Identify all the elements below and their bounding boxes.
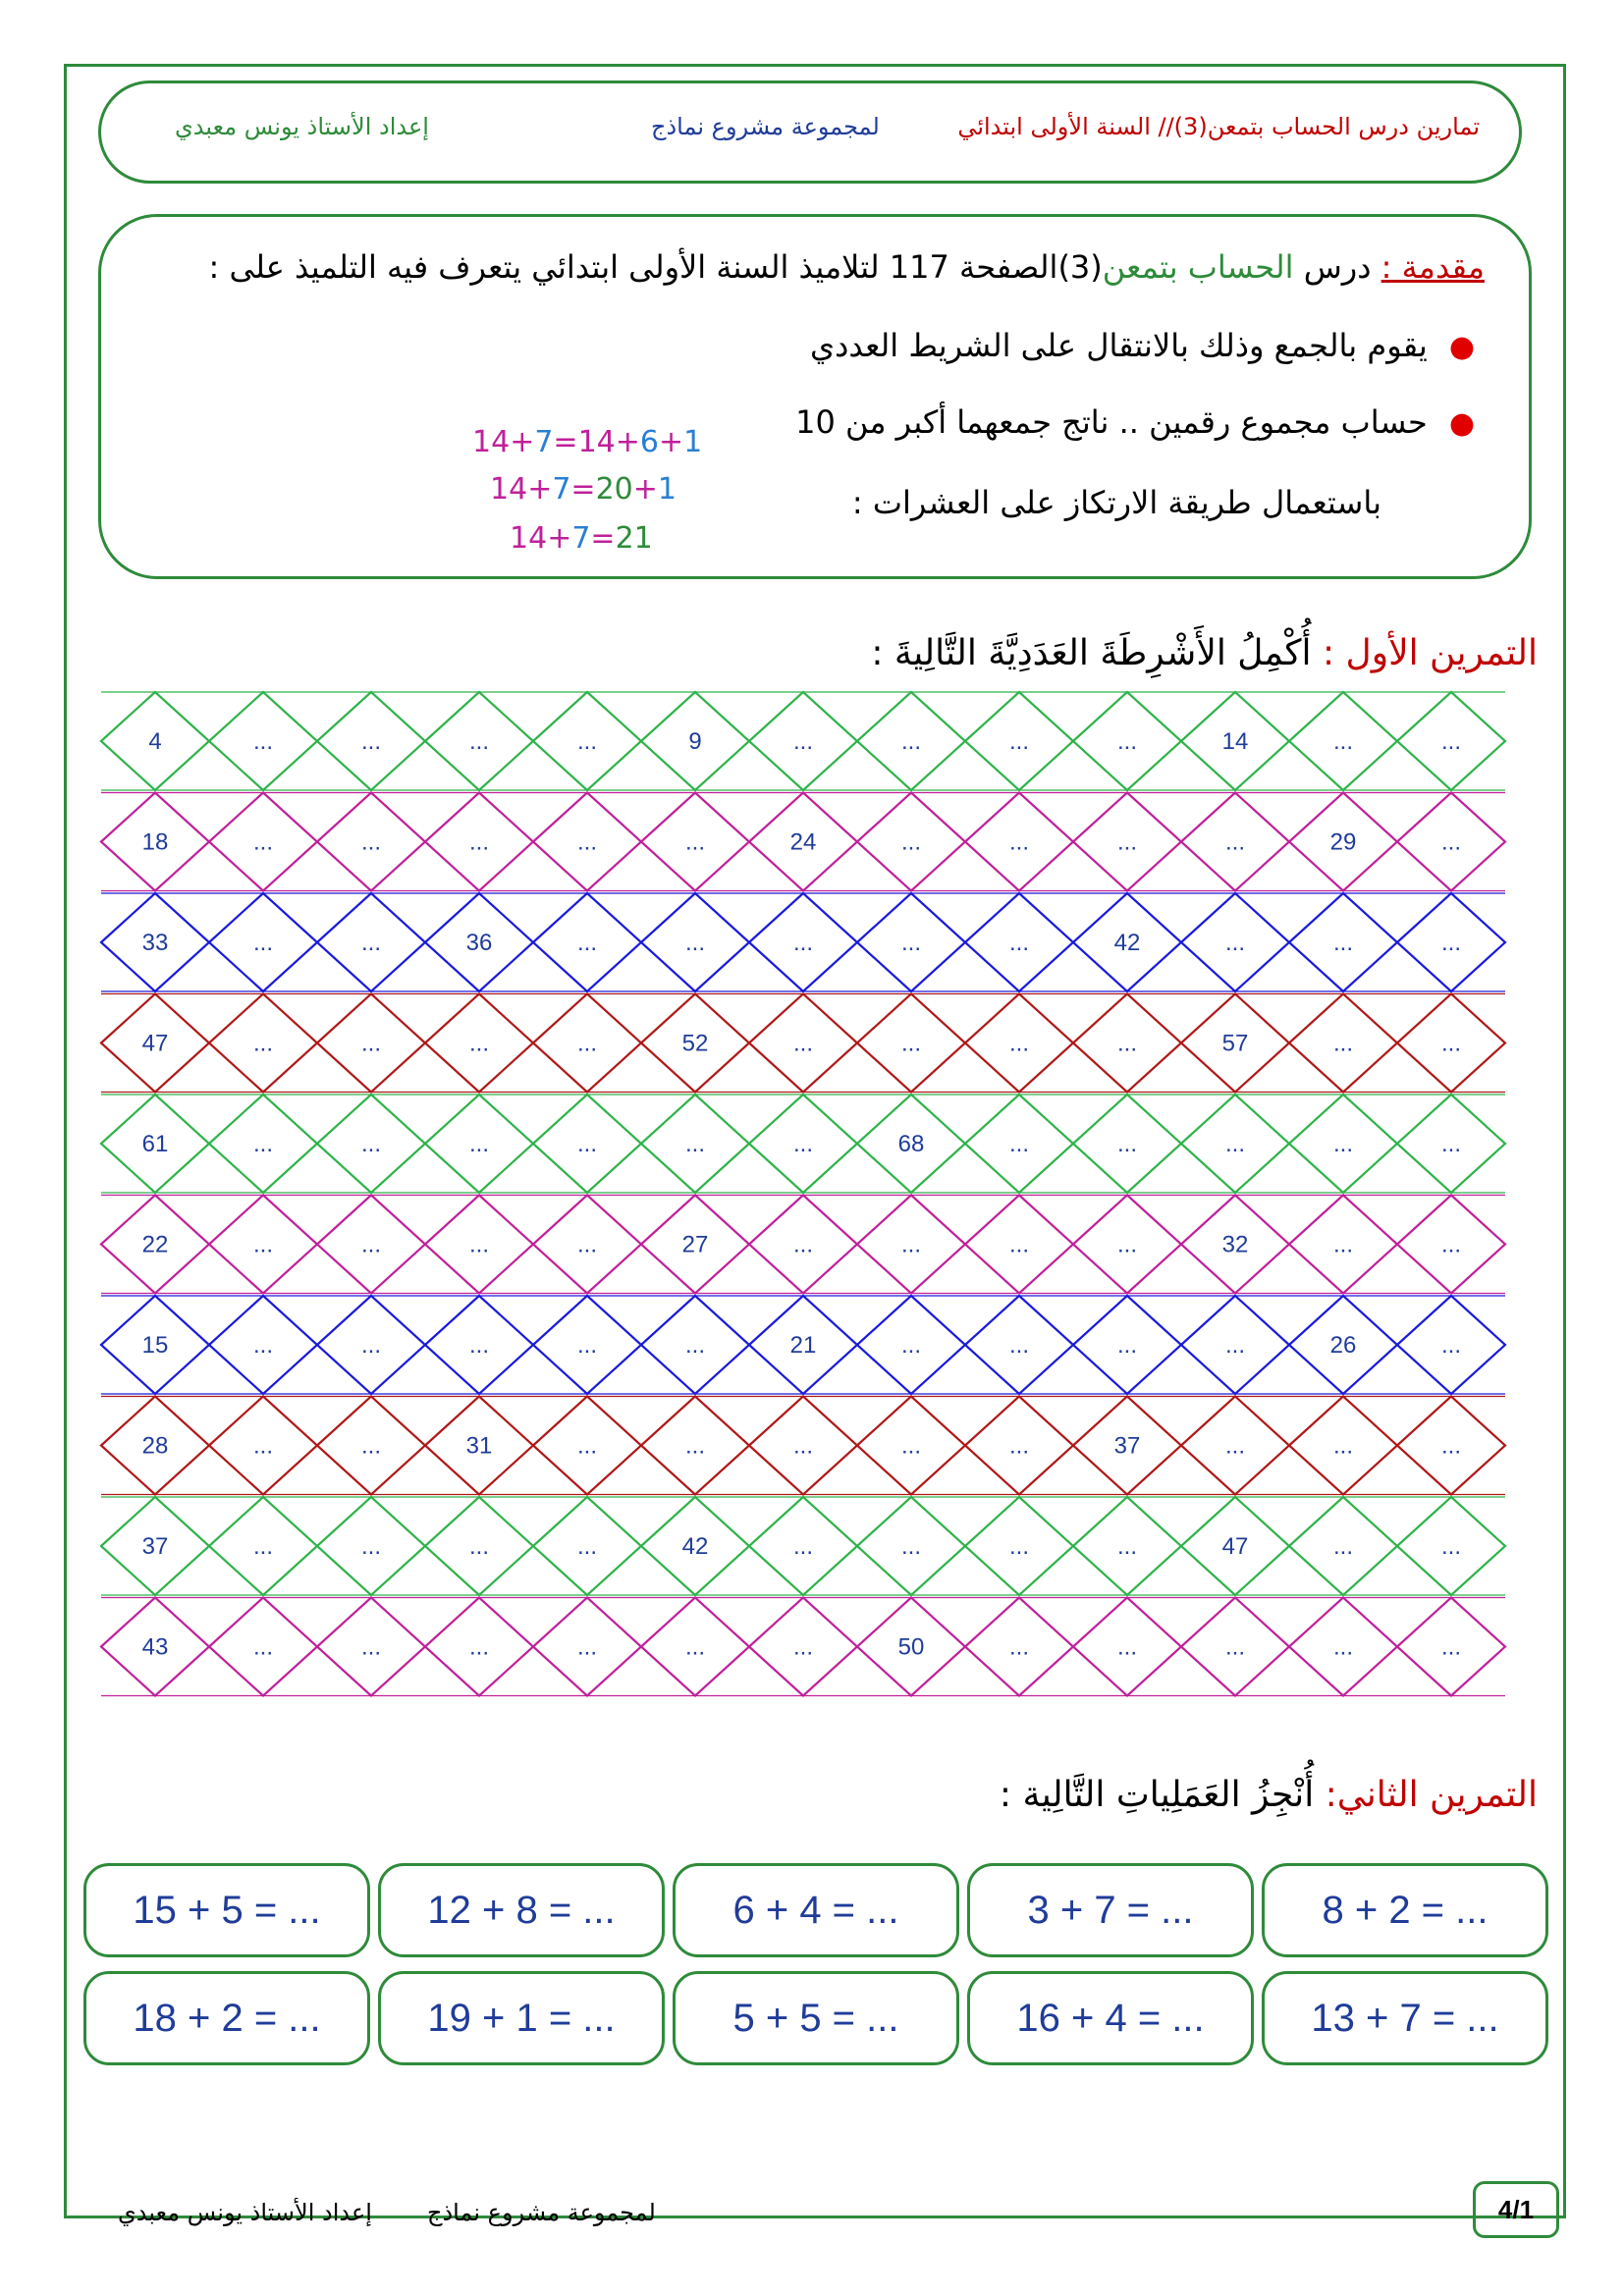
blank-value[interactable]: ...: [792, 1131, 814, 1157]
given-value: 14: [1221, 728, 1249, 755]
equation-token: =: [570, 472, 596, 507]
blank-value[interactable]: ...: [900, 1533, 922, 1560]
blank-value[interactable]: ...: [468, 1131, 490, 1157]
blank-value[interactable]: ...: [1440, 1030, 1462, 1057]
blank-value[interactable]: ...: [1116, 1533, 1138, 1560]
given-value: 22: [141, 1231, 169, 1258]
blank-value[interactable]: ...: [1440, 1633, 1462, 1661]
blank-value[interactable]: ...: [360, 1131, 382, 1157]
blank-value[interactable]: ...: [792, 728, 814, 755]
equation-token: 14: [490, 472, 528, 507]
given-value: 15: [141, 1332, 169, 1359]
operation-box[interactable]: 5 + 5 = ...: [673, 1971, 959, 2065]
worksheet-title: تمارين درس الحساب بتمعن(3)// السنة الأولى ابتدائي: [957, 113, 1480, 140]
blank-value[interactable]: ...: [1116, 728, 1138, 755]
given-value: 32: [1221, 1231, 1249, 1258]
blank-value[interactable]: ...: [684, 930, 706, 956]
blank-value[interactable]: ...: [792, 930, 814, 956]
given-value: 9: [688, 728, 702, 755]
given-value: 33: [141, 930, 169, 956]
bullet-1-text: يقوم بالجمع وذلك بالانتقال على الشريط العددي: [810, 327, 1428, 364]
bullet-dot-icon: ●: [1448, 406, 1475, 441]
blank-value[interactable]: ...: [360, 1633, 382, 1661]
blank-value[interactable]: ...: [1224, 828, 1246, 856]
blank-value[interactable]: ...: [576, 1332, 598, 1359]
operation-box[interactable]: 12 + 8 = ...: [378, 1863, 665, 1957]
blank-value[interactable]: ...: [1008, 1633, 1030, 1661]
given-value: 47: [141, 1030, 169, 1057]
blank-value[interactable]: ...: [252, 930, 274, 956]
given-value: 31: [465, 1432, 493, 1460]
equation-token: +: [615, 425, 640, 459]
blank-value[interactable]: ...: [1116, 1633, 1138, 1661]
blank-value[interactable]: ...: [1116, 1332, 1138, 1359]
given-value: 18: [141, 828, 169, 856]
equation-token: 7: [534, 425, 554, 459]
blank-value[interactable]: ...: [1440, 1231, 1462, 1258]
blank-value[interactable]: ...: [576, 1231, 598, 1258]
blank-value[interactable]: ...: [684, 1633, 706, 1661]
blank-value[interactable]: ...: [252, 1030, 274, 1057]
blank-value[interactable]: ...: [1116, 1131, 1138, 1157]
blank-value[interactable]: ...: [1224, 1432, 1246, 1460]
given-value: 61: [141, 1131, 169, 1157]
blank-value[interactable]: ...: [468, 728, 490, 755]
exercise-2-title: [1000, 1775, 1538, 1815]
equation-token: 14: [472, 425, 511, 459]
blank-value[interactable]: ...: [900, 1231, 922, 1258]
blank-value[interactable]: ...: [1008, 828, 1030, 856]
equation-token: +: [632, 472, 658, 507]
equation-token: =: [553, 425, 578, 459]
given-value: 37: [1113, 1432, 1141, 1460]
blank-value[interactable]: ...: [252, 728, 274, 755]
given-value: 47: [1221, 1533, 1249, 1560]
blank-value[interactable]: ...: [360, 1231, 382, 1258]
operation-box[interactable]: 3 + 7 = ...: [967, 1863, 1254, 1957]
operation-box[interactable]: 6 + 4 = ...: [673, 1863, 959, 1957]
blank-value[interactable]: ...: [468, 1533, 490, 1560]
exercise-1-label: التمرين الأول :: [1322, 633, 1538, 673]
blank-value[interactable]: ...: [1116, 1231, 1138, 1258]
equation-token: 6: [639, 425, 659, 459]
blank-value[interactable]: ...: [252, 1633, 274, 1661]
given-value: 37: [141, 1533, 169, 1560]
blank-value[interactable]: ...: [900, 1030, 922, 1057]
blank-value[interactable]: ...: [1332, 930, 1354, 956]
intro-label: مقدمة :: [1380, 248, 1485, 286]
given-value: 68: [897, 1131, 925, 1157]
given-value: 4: [148, 728, 162, 755]
blank-value[interactable]: ...: [252, 1131, 274, 1157]
page-number: 4/1: [1473, 2181, 1559, 2238]
blank-value[interactable]: ...: [684, 1332, 706, 1359]
blank-value[interactable]: ...: [900, 728, 922, 755]
blank-value[interactable]: ...: [360, 1030, 382, 1057]
blank-value[interactable]: ...: [1008, 1231, 1030, 1258]
intro-after: (3)الصفحة 117 لتلاميذ السنة الأولى ابتدائي يتعرف فيه التلميذ على :: [208, 248, 1103, 286]
blank-value[interactable]: ...: [792, 1030, 814, 1057]
blank-value[interactable]: ...: [1440, 828, 1462, 856]
blank-value[interactable]: ...: [1332, 1432, 1354, 1460]
blank-value[interactable]: ...: [576, 1633, 598, 1661]
intro-before: درس: [1293, 248, 1381, 286]
blank-value[interactable]: ...: [468, 1231, 490, 1258]
operation-box[interactable]: 18 + 2 = ...: [83, 1971, 370, 2065]
method-line: باستعمال طريقة الارتكاز على العشرات :: [851, 484, 1381, 521]
blank-value[interactable]: ...: [360, 1432, 382, 1460]
blank-value[interactable]: ...: [1332, 1533, 1354, 1560]
blank-value[interactable]: ...: [576, 1131, 598, 1157]
blank-value[interactable]: ...: [1440, 1533, 1462, 1560]
blank-value[interactable]: ...: [1224, 1332, 1246, 1359]
equation-token: =: [590, 521, 616, 556]
blank-value[interactable]: ...: [1332, 1231, 1354, 1258]
blank-value[interactable]: ...: [576, 1533, 598, 1560]
blank-value[interactable]: ...: [252, 828, 274, 856]
blank-value[interactable]: ...: [252, 1432, 274, 1460]
exercise-2-instruction: أُنْجِزُ العَمَلِياتِ التَّالِية :: [999, 1775, 1326, 1815]
equation-token: 1: [683, 425, 703, 459]
given-value: 42: [681, 1533, 709, 1560]
footer-author: إعداد الأستاذ يونس معبدي: [118, 2199, 372, 2226]
blank-value[interactable]: ...: [1224, 1131, 1246, 1157]
blank-value[interactable]: ...: [900, 1432, 922, 1460]
given-value: 52: [681, 1030, 709, 1057]
blank-value[interactable]: ...: [576, 828, 598, 856]
operation-box[interactable]: 15 + 5 = ...: [83, 1863, 370, 1957]
blank-value[interactable]: ...: [1008, 1332, 1030, 1359]
blank-value[interactable]: ...: [900, 930, 922, 956]
blank-value[interactable]: ...: [1116, 828, 1138, 856]
blank-value[interactable]: ...: [1332, 728, 1354, 755]
exercise-2-label: التمرين الثاني:: [1325, 1775, 1538, 1815]
author-name: إعداد الأستاذ يونس معبدي: [175, 113, 429, 140]
blank-value[interactable]: ...: [900, 828, 922, 856]
blank-value[interactable]: ...: [576, 930, 598, 956]
equation-token: 20: [595, 472, 633, 507]
group-name: لمجموعة مشروع نماذج: [651, 113, 880, 140]
given-value: 24: [789, 828, 817, 856]
blank-value[interactable]: ...: [1008, 1432, 1030, 1460]
equation-token: 7: [571, 521, 591, 556]
equation-token: 21: [615, 521, 653, 556]
blank-value[interactable]: ...: [1332, 1030, 1354, 1057]
blank-value[interactable]: ...: [576, 1030, 598, 1057]
footer-group: لمجموعة مشروع نماذج: [427, 2199, 656, 2226]
given-value: 36: [465, 930, 493, 956]
blank-value[interactable]: ...: [684, 828, 706, 856]
blank-value[interactable]: ...: [792, 1231, 814, 1258]
blank-value[interactable]: ...: [1332, 1633, 1354, 1661]
blank-value[interactable]: ...: [468, 828, 490, 856]
blank-value[interactable]: ...: [792, 1633, 814, 1661]
blank-value[interactable]: ...: [684, 1432, 706, 1460]
blank-value[interactable]: ...: [360, 728, 382, 755]
blank-value[interactable]: ...: [1440, 930, 1462, 956]
exercise-1-instruction: أُكْمِلُ الأَشْرِطَةَ العَدَدِيَّةَ التَّالِيةَ :: [871, 633, 1323, 673]
blank-value[interactable]: ...: [1224, 930, 1246, 956]
given-value: 28: [141, 1432, 169, 1460]
given-value: 29: [1329, 828, 1357, 856]
blank-value[interactable]: ...: [468, 1332, 490, 1359]
given-value: 27: [681, 1231, 709, 1258]
equation-token: +: [658, 425, 684, 459]
equation-token: 14: [510, 521, 548, 556]
equation-token: 7: [552, 472, 571, 507]
equation-token: 14: [577, 425, 616, 459]
blank-value[interactable]: ...: [1116, 1030, 1138, 1057]
equation-token: +: [547, 521, 572, 556]
given-value: 43: [141, 1633, 169, 1661]
operation-box[interactable]: 16 + 4 = ...: [967, 1971, 1254, 2065]
bullet-2-text: حساب مجموع رقمين .. ناتج جمعهما أكبر من 10: [795, 403, 1428, 441]
blank-value[interactable]: ...: [252, 1231, 274, 1258]
bullet-dot-icon: ●: [1448, 330, 1475, 364]
blank-value[interactable]: ...: [360, 1533, 382, 1560]
blank-value[interactable]: ...: [576, 1432, 598, 1460]
blank-value[interactable]: ...: [1008, 1030, 1030, 1057]
given-value: 21: [789, 1332, 817, 1359]
operation-box[interactable]: 8 + 2 = ...: [1262, 1863, 1548, 1957]
given-value: 57: [1221, 1030, 1249, 1057]
blank-value[interactable]: ...: [1008, 1131, 1030, 1157]
blank-value[interactable]: ...: [1440, 728, 1462, 755]
blank-value[interactable]: ...: [792, 1432, 814, 1460]
equation-token: 1: [657, 472, 677, 507]
blank-value[interactable]: ...: [1440, 1432, 1462, 1460]
given-value: 50: [897, 1633, 925, 1661]
blank-value[interactable]: ...: [252, 1533, 274, 1560]
blank-value[interactable]: ...: [1008, 728, 1030, 755]
operation-box[interactable]: 19 + 1 = ...: [378, 1971, 665, 2065]
blank-value[interactable]: ...: [576, 728, 598, 755]
intro-topic: الحساب بتمعن: [1102, 248, 1294, 286]
equation-token: +: [510, 425, 535, 459]
blank-value[interactable]: ...: [360, 1332, 382, 1359]
blank-value[interactable]: ...: [360, 930, 382, 956]
blank-value[interactable]: ...: [900, 1332, 922, 1359]
blank-value[interactable]: ...: [1440, 1332, 1462, 1359]
given-value: 42: [1113, 930, 1141, 956]
blank-value[interactable]: ...: [1332, 1131, 1354, 1157]
blank-value[interactable]: ...: [1008, 930, 1030, 956]
blank-value[interactable]: ...: [1224, 1633, 1246, 1661]
equation-token: +: [527, 472, 553, 507]
blank-value[interactable]: ...: [468, 1030, 490, 1057]
blank-value[interactable]: ...: [1008, 1533, 1030, 1560]
given-value: 26: [1329, 1332, 1357, 1359]
blank-value[interactable]: ...: [684, 1131, 706, 1157]
blank-value[interactable]: ...: [360, 828, 382, 856]
blank-value[interactable]: ...: [1440, 1131, 1462, 1157]
blank-value[interactable]: ...: [252, 1332, 274, 1359]
blank-value[interactable]: ...: [468, 1633, 490, 1661]
blank-value[interactable]: ...: [792, 1533, 814, 1560]
operation-box[interactable]: 13 + 7 = ...: [1262, 1971, 1548, 2065]
